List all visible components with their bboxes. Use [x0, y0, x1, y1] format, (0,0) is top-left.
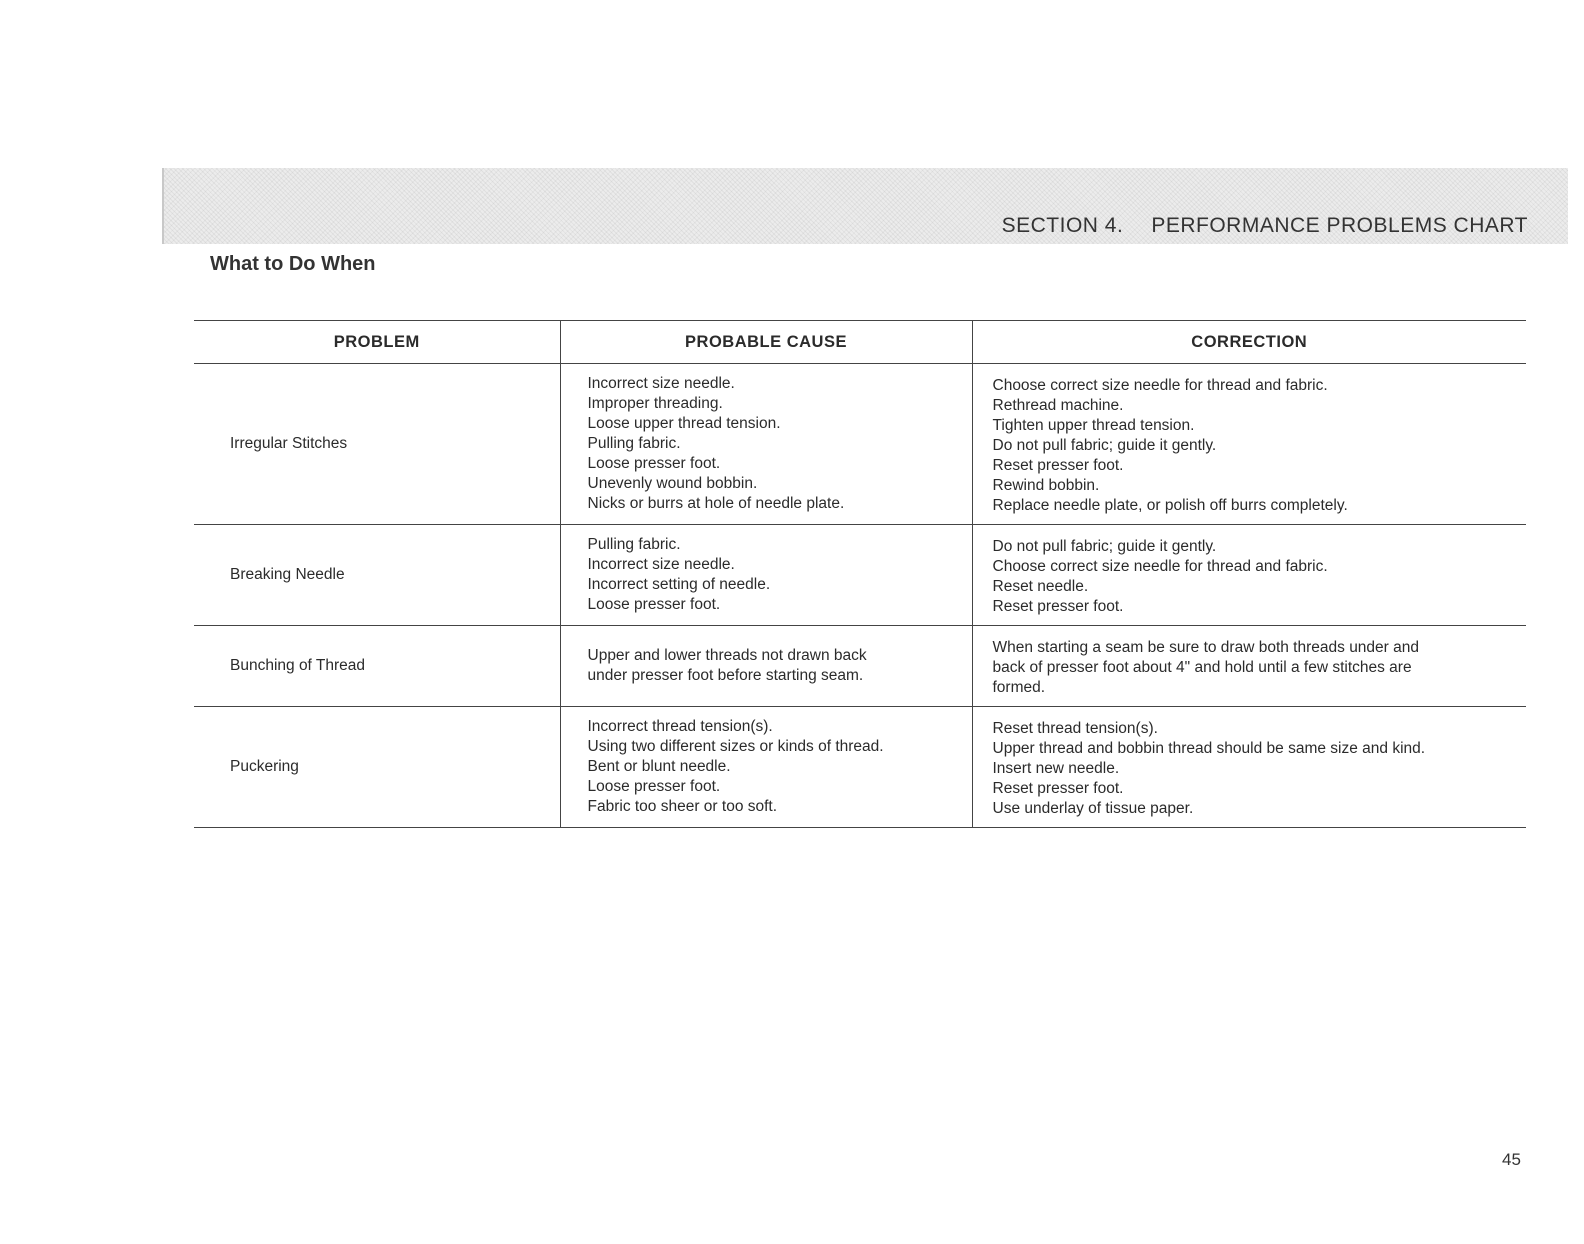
- cause-line: Loose presser foot.: [587, 596, 721, 613]
- table-row: [194, 525, 1526, 626]
- table-row: [194, 364, 1526, 525]
- column-header-probable-cause: PROBABLE CAUSE: [560, 321, 972, 364]
- page-number: 45: [1502, 1150, 1521, 1169]
- correction-line: back of presser foot about 4" and hold until a few stitches are: [992, 659, 1412, 676]
- cause-line: Using two different sizes or kinds of thread.: [587, 738, 884, 755]
- section-title: [1002, 214, 1528, 238]
- page-subtitle: What to Do When: [210, 253, 376, 275]
- problem-cell: Breaking Needle: [194, 525, 560, 626]
- correction-line: Do not pull fabric; guide it gently.: [992, 437, 1217, 454]
- cause-line: Incorrect size needle.: [587, 556, 735, 573]
- cause-line: Unevenly wound bobbin.: [587, 475, 758, 492]
- correction-cell: [972, 707, 1526, 828]
- correction-line: Reset thread tension(s).: [992, 720, 1158, 737]
- cause-line: Incorrect size needle.: [587, 375, 735, 392]
- correction-line: Rewind bobbin.: [992, 477, 1100, 494]
- cause-line: Loose presser foot.: [587, 455, 721, 472]
- correction-cell: [972, 364, 1526, 525]
- cause-line: Nicks or burrs at hole of needle plate.: [587, 495, 845, 512]
- problem-cell: Puckering: [194, 707, 560, 828]
- correction-line: Use underlay of tissue paper.: [992, 800, 1194, 817]
- section-name: PERFORMANCE PROBLEMS CHART: [1151, 214, 1528, 237]
- cause-line: Incorrect setting of needle.: [587, 576, 771, 593]
- correction-line: Insert new needle.: [992, 760, 1120, 777]
- correction-cell: [972, 525, 1526, 626]
- correction-line: Replace needle plate, or polish off burrs completely.: [992, 497, 1348, 514]
- correction-cell: [972, 626, 1526, 707]
- cause-line: Pulling fabric.: [587, 536, 681, 553]
- correction-line: Rethread machine.: [992, 397, 1124, 414]
- cause-line: Loose upper thread tension.: [587, 415, 781, 432]
- correction-line: Reset presser foot.: [992, 598, 1124, 615]
- cause-cell: [560, 364, 972, 525]
- correction-line: Choose correct size needle for thread and fabric.: [992, 558, 1328, 575]
- cause-line: Bent or blunt needle.: [587, 758, 731, 775]
- table-header-row: [194, 321, 1526, 364]
- cause-cell: [560, 525, 972, 626]
- cause-line: Improper threading.: [587, 395, 723, 412]
- column-header-problem: PROBLEM: [194, 321, 560, 364]
- cause-cell: [560, 707, 972, 828]
- section-number: SECTION 4.: [1001, 214, 1124, 237]
- cause-line: Pulling fabric.: [587, 435, 681, 452]
- cause-line: Fabric too sheer or too soft.: [587, 798, 778, 815]
- table-row: [194, 707, 1526, 828]
- correction-line: formed.: [992, 679, 1046, 696]
- cause-line: under presser foot before starting seam.: [587, 667, 864, 684]
- correction-line: Do not pull fabric; guide it gently.: [992, 538, 1217, 555]
- correction-line: Tighten upper thread tension.: [992, 417, 1195, 434]
- table-row: [194, 626, 1526, 707]
- correction-line: Upper thread and bobbin thread should be same size and kind.: [992, 740, 1426, 757]
- cause-cell: [560, 626, 972, 707]
- column-header-correction: CORRECTION: [972, 321, 1526, 364]
- problems-chart-table: [194, 320, 1526, 828]
- cause-line: Loose presser foot.: [587, 778, 721, 795]
- correction-line: When starting a seam be sure to draw both threads under and: [992, 639, 1419, 656]
- correction-line: Choose correct size needle for thread and fabric.: [992, 377, 1328, 394]
- correction-line: Reset presser foot.: [992, 780, 1124, 797]
- correction-line: Reset needle.: [992, 578, 1089, 595]
- problem-cell: Bunching of Thread: [194, 626, 560, 707]
- cause-line: Upper and lower threads not drawn back: [587, 647, 867, 664]
- cause-line: Incorrect thread tension(s).: [587, 718, 773, 735]
- section-banner: [162, 168, 1568, 244]
- correction-line: Reset presser foot.: [992, 457, 1124, 474]
- problem-cell: Irregular Stitches: [194, 364, 560, 525]
